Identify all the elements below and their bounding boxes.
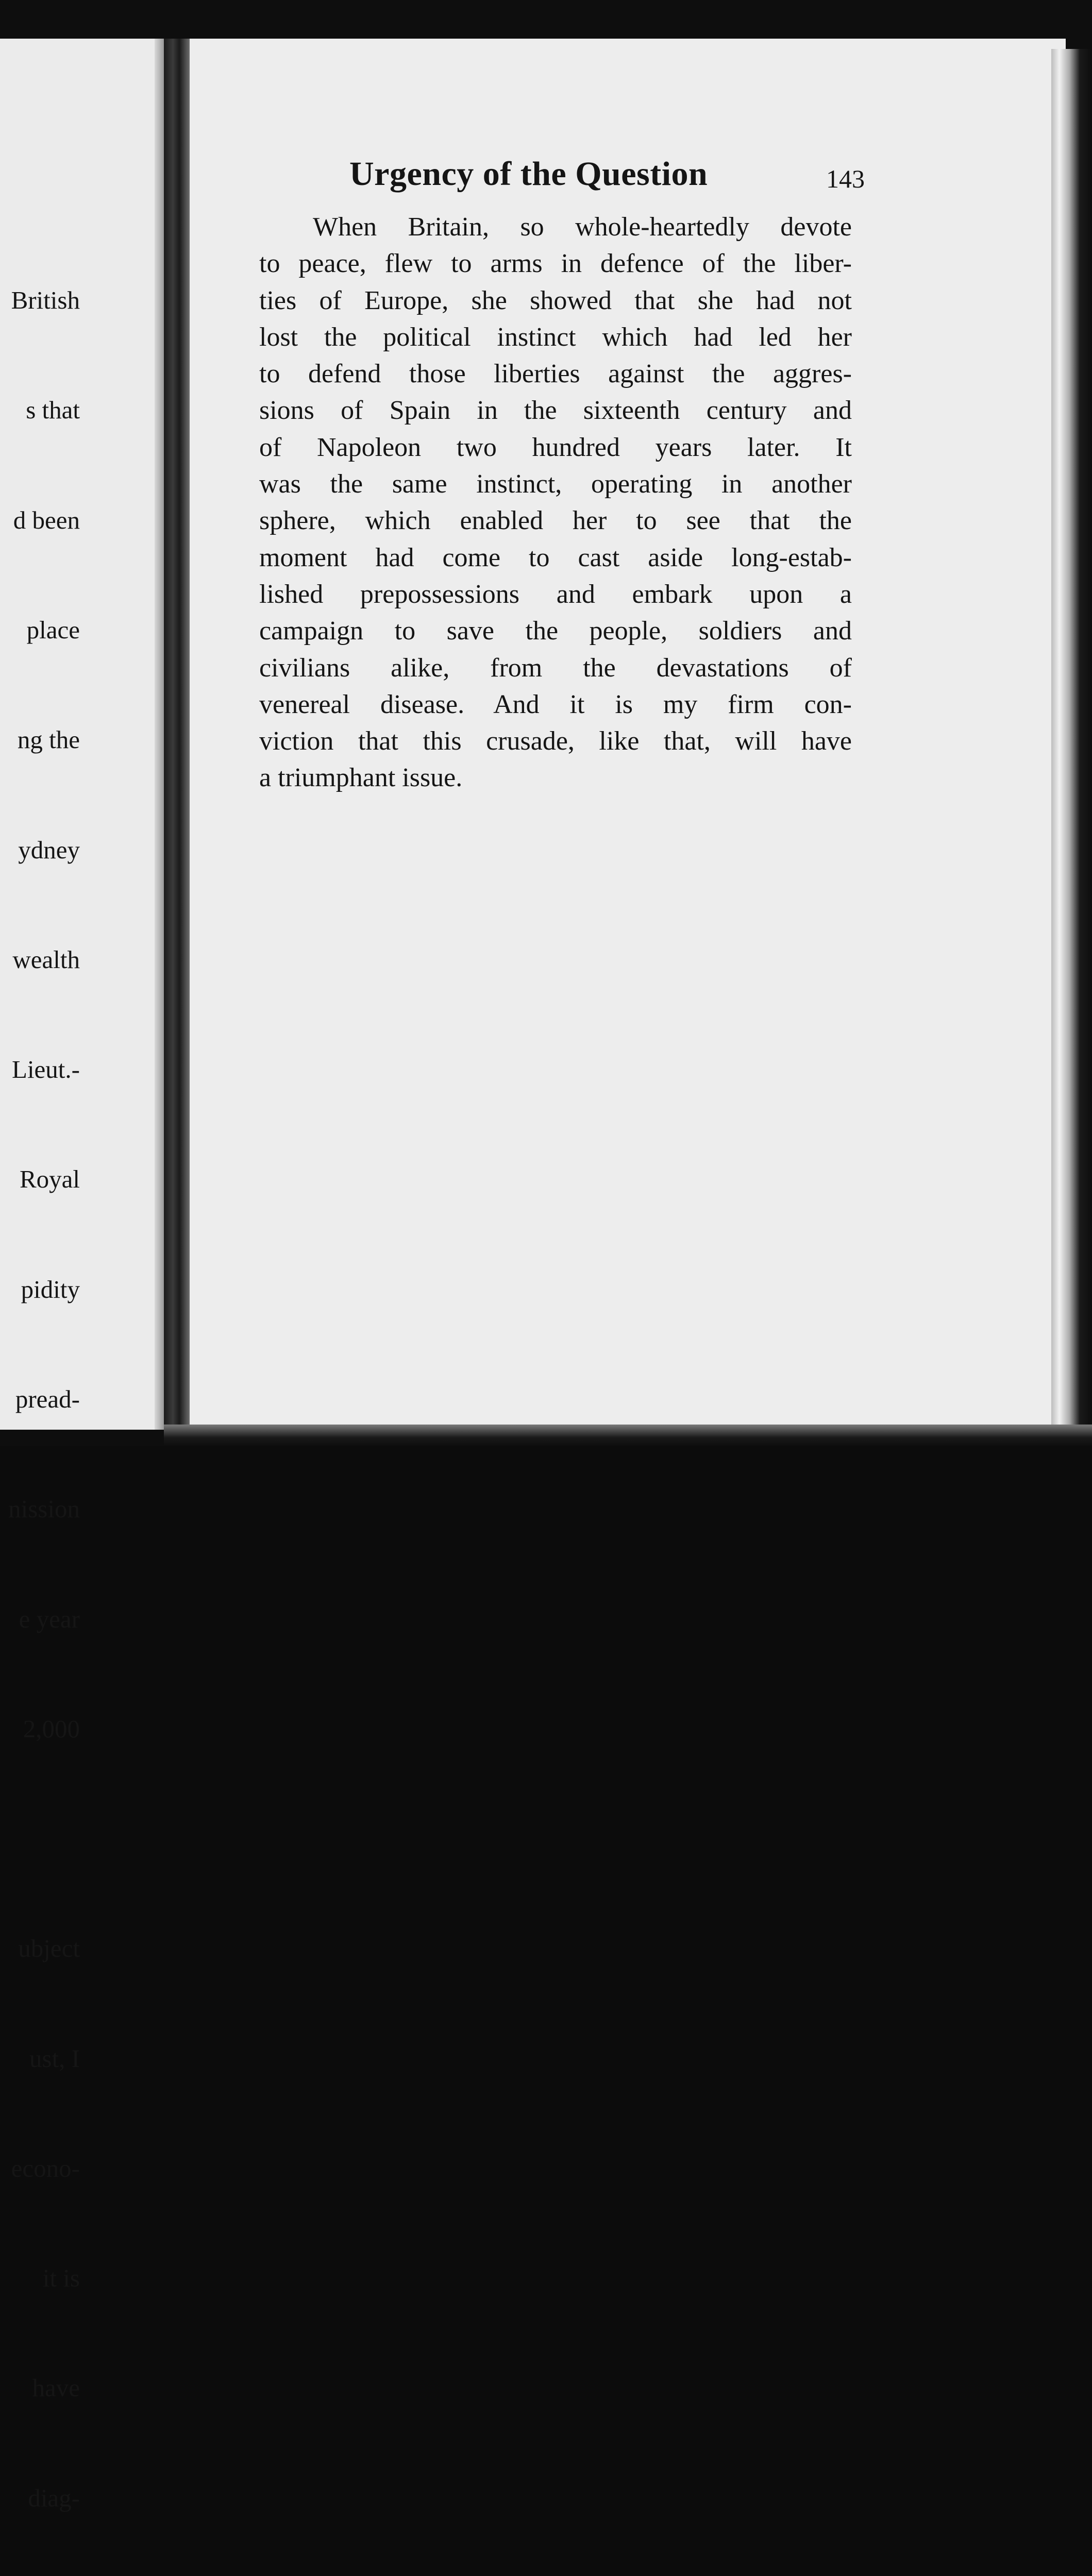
body-line: viction that this crusade, like that, will have: [259, 726, 852, 756]
previous-page-line: have: [32, 2374, 80, 2402]
previous-page-line: ydney: [18, 835, 80, 864]
body-paragraph: [259, 209, 852, 796]
body-line: ties of Europe, she showed that she had not: [259, 285, 852, 315]
previous-page-text: [0, 209, 80, 2576]
previous-page-line: nission: [8, 1495, 80, 1523]
previous-page-line: wealth: [12, 945, 80, 974]
body-line: to peace, flew to arms in defence of the liber-: [259, 249, 852, 279]
body-line: sions of Spain in the sixteenth century and: [259, 396, 852, 426]
previous-page-line: ubject: [18, 1934, 80, 1963]
previous-page-line: diag-: [28, 2483, 80, 2512]
previous-page-line: British: [11, 286, 80, 315]
body-line: was the same instinct, operating in another: [259, 469, 852, 499]
previous-page-line: econo-: [11, 2154, 80, 2182]
body-line: of Napoleon two hundred years later. It: [259, 432, 852, 462]
previous-page-line: Royal: [19, 1165, 80, 1194]
body-line: campaign to save the people, soldiers and: [259, 616, 852, 646]
page-header: [344, 155, 865, 201]
previous-page-line: d been: [13, 505, 80, 534]
body-line: lost the political instinct which had led her: [259, 322, 852, 352]
body-line: moment had come to cast aside long-estab-: [259, 543, 852, 572]
previous-page: [0, 39, 164, 2512]
previous-page-line: it is: [42, 2264, 80, 2293]
previous-page-line: e year: [19, 1604, 80, 1633]
previous-page-line: Lieut.-: [12, 1055, 80, 1084]
book-gutter: [164, 39, 190, 1430]
previous-page-line: ng the: [17, 725, 80, 754]
previous-page-line: pread-: [15, 1385, 80, 1413]
page-edge-bottom: [164, 1425, 1092, 1446]
previous-page-line-gap: [0, 1820, 80, 1857]
body-line: lished prepossessions and embark upon a: [259, 579, 852, 609]
body-line: civilians alike, from the devastations of: [259, 653, 852, 683]
previous-page-line: s that: [26, 396, 80, 425]
previous-page-line: ust, I: [29, 2044, 80, 2073]
body-line: venereal disease. And it is my firm con-: [259, 689, 852, 719]
body-line: a triumphant issue.: [259, 763, 463, 793]
previous-page-line: 2,000: [23, 1714, 80, 1743]
running-title: Urgency of the Question: [349, 155, 708, 193]
body-line: sphere, which enabled her to see that the: [259, 506, 852, 536]
body-line: to defend those liberties against the aggres-: [259, 359, 852, 389]
page-edge-right: [1051, 49, 1092, 1430]
body-line: When Britain, so whole-heartedly devote: [313, 212, 852, 242]
previous-page-line: place: [26, 616, 80, 645]
page-number: 143: [826, 164, 865, 193]
previous-page-line: pidity: [21, 1275, 80, 1303]
